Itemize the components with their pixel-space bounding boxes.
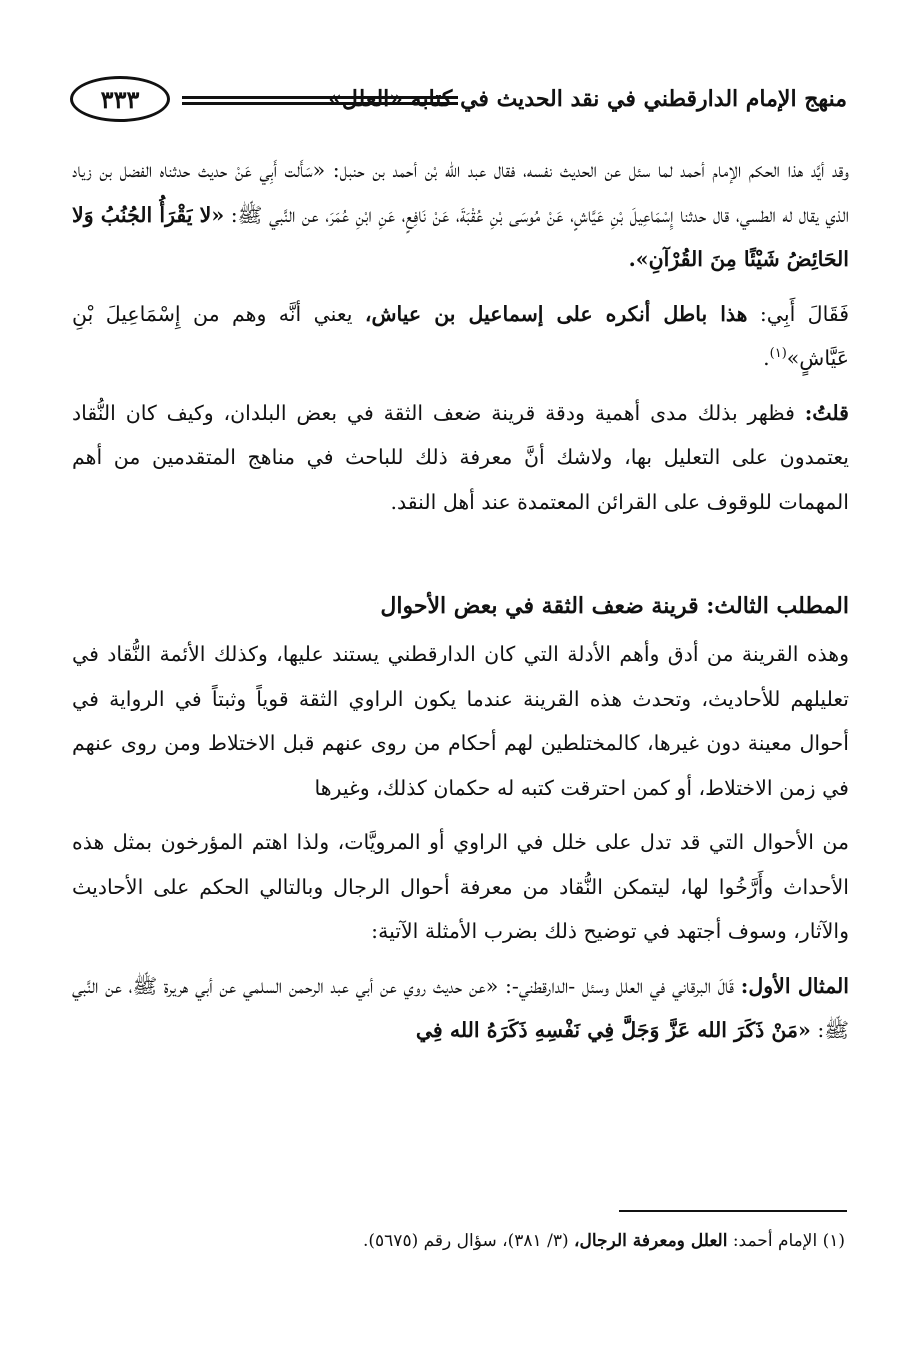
section-paragraph-2-text: من الأحوال التي قد تدل على خلل في الراوي أو المرويَّات، ولذا اهتم المؤرخون بمثل هذه الأحداث وأَرَّخُوا لها، ليتمكن النُّقاد من معرفة أحوال الرجال وبالتالي الحكم على الأحاديث والآثار، وسوف أجتهد في توضيح ذلك بضرب الأمثلة الآتية: xyxy=(72,830,849,943)
page-number: ٣٣٣ xyxy=(70,76,170,122)
section-paragraph-2 xyxy=(72,820,849,954)
paragraph-2 xyxy=(72,292,849,381)
section-paragraph-3 xyxy=(72,964,849,1053)
running-header xyxy=(70,72,847,132)
example-lead: المثال الأول: xyxy=(740,973,849,998)
page-body xyxy=(72,148,849,1063)
footnote-ref: (١) xyxy=(769,346,787,362)
section-paragraph-1 xyxy=(72,632,849,810)
hadith-quote-2: «مَنْ ذَكَرَ الله عَزَّ وَجَلَّ فِي نَفْسِهِ ذَكَرَهُ الله فِي xyxy=(415,1018,811,1042)
paragraph-2-bold: هذا باطل أنكره على إسماعيل بن عياش، xyxy=(364,301,748,326)
paragraph-2-text: فَقَالَ أَبِي: xyxy=(747,301,849,326)
section-paragraph-1-text: وهذه القرينة من أدق وأهم الأدلة التي كان الدارقطني يستند عليها، وكذلك الأئمة النُّقاد في تعليلهم للأحاديث، وتحدث هذه القرينة عندما يكون الراوي الثقة قوياً وثبتاً في الرواية في أحوال معينة دون غيرها، كالمختلطين لهم أحكام من روى عنهم قبل الاختلاط ومن روى عنهم في زمن الاختلاط، أو كمن احترقت كتبه له حكمان كذلك، وغيرها xyxy=(72,642,849,800)
paragraph-3-text: فظهر بذلك مدى أهمية ودقة قرينة ضعف الثقة في بعض البلدان، وكيف كان النُّقاد يعتمدون على التعليل بها، ولاشك أنَّ معرفة ذلك للباحث في مناهج المتقدمين من أهم المهمات للوقوف على القرائن المعتمدة عند أهل النقد. xyxy=(72,400,849,514)
running-header-title: منهج الإمام الدارقطني في نقد الحديث في كتابه «العلل» xyxy=(328,86,847,112)
paragraph-3-lead: قلتُ: xyxy=(804,400,849,425)
section-paragraph-3-text: قَالَ البرقاني في العلل وسئل -الدارقطني-: «عن حديث روي عن أبي عبد الرحمن السلمي عن أبي هريرة ﷺ، عن النَّبي ﷺ: xyxy=(72,973,849,1042)
footnote-prefix: (١) الإمام أحمد: xyxy=(727,1231,845,1251)
header-double-rule xyxy=(182,96,458,105)
paragraph-2-text-2: يعني أنَّه وهم من إِسْمَاعِيلَ بْنِ عَيَّاشٍ» xyxy=(72,301,849,370)
paragraph-3 xyxy=(72,391,849,525)
paragraph-1 xyxy=(72,148,849,282)
section-heading: المطلب الثالث: قرينة ضعف الثقة في بعض الأحوال xyxy=(380,593,849,619)
footnote xyxy=(80,1226,845,1256)
hadith-quote: «لا يَقْرَأُ الجُنُبُ وَلا الحَائِضُ شَيْئًا مِنَ القُرْآنِ». xyxy=(72,202,849,271)
paragraph-1-text: وقد أيَّد هذا الحكم الإمام أحمد لما سئل عن الحديث نفسه، فقال عبد الله بْن أحمد بن حنبل: «سَأَلت أَبِي عَنْ حديث حدثناه الفضل بن زياد الذي يقال له الطسي، قال حدثنا إِسْمَاعِيلَ بْنِ عَيَّاشٍ، عَنْ مُوسَى بْنِ عُقْبَةَ، عَنْ نَافِعٍ، عَنِ ابْنِ عُمَرَ، عن النَّبي ﷺ: xyxy=(72,158,849,227)
footnote-suffix: (٣/ ٣٨١)، سؤال رقم (٥٦٧٥). xyxy=(363,1231,575,1251)
paragraph-2-end: . xyxy=(763,346,770,370)
footnote-book-title: العلل ومعرفة الرجال، xyxy=(574,1231,728,1251)
footnote-separator xyxy=(619,1210,847,1212)
